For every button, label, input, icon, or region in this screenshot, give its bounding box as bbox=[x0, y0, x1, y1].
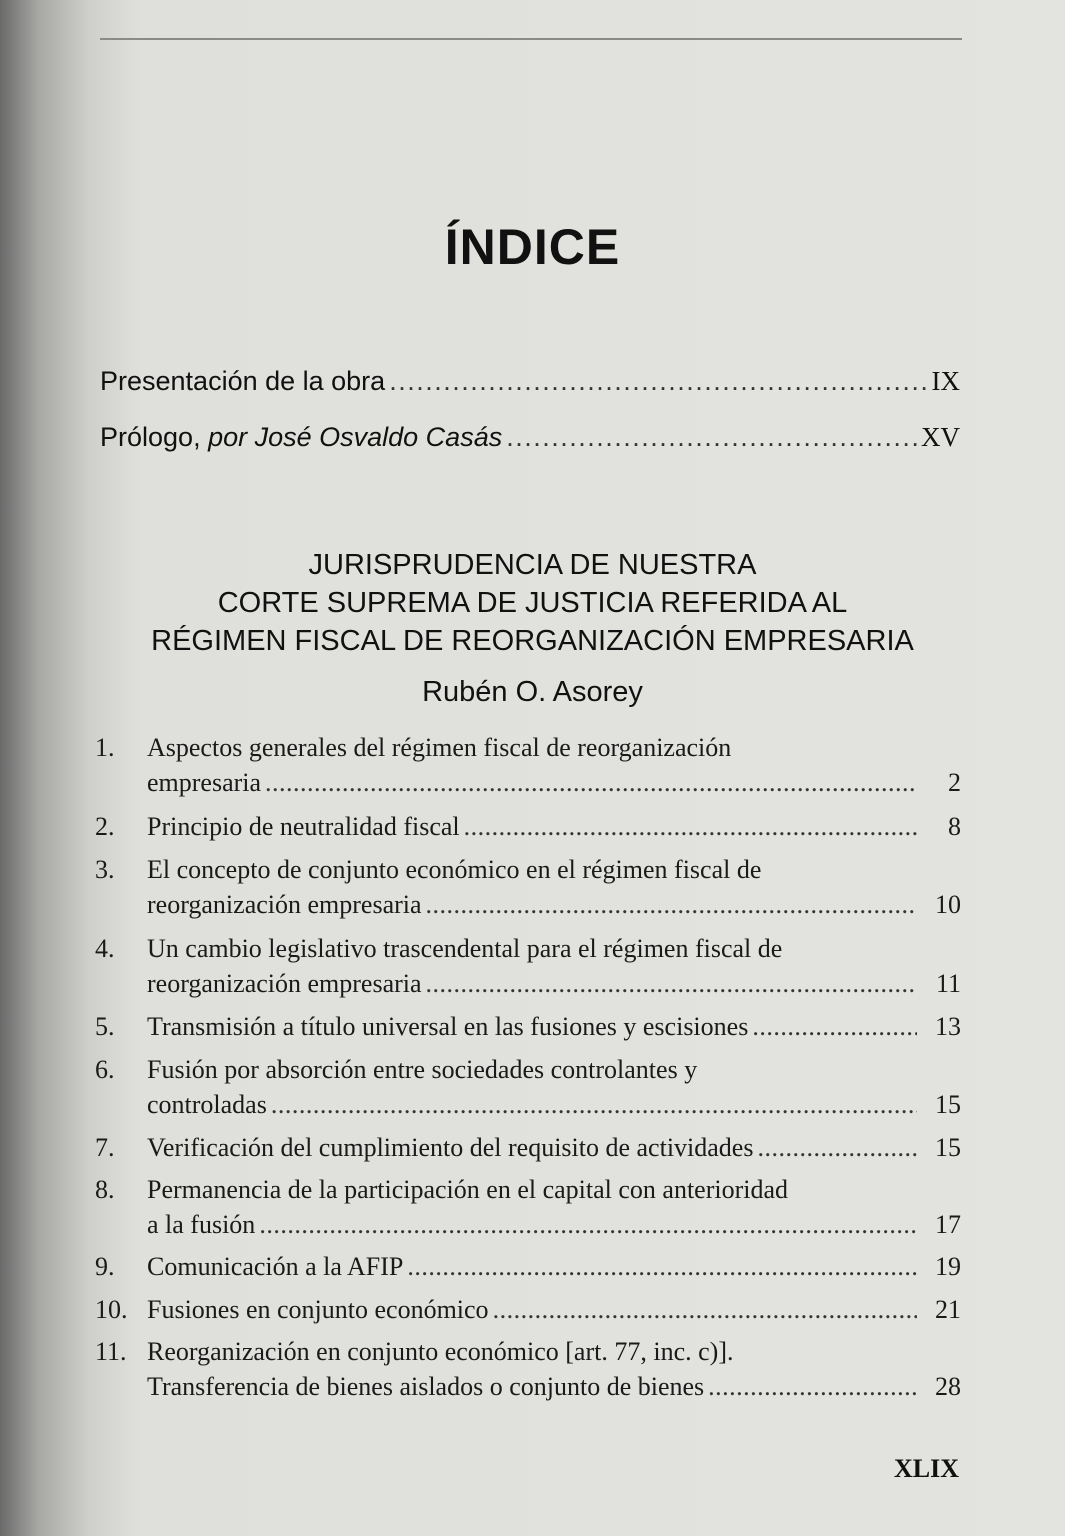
item-body bbox=[147, 1249, 961, 1284]
item-line: controladas bbox=[147, 1090, 267, 1119]
item-number: 1. bbox=[95, 733, 115, 762]
header-rule bbox=[100, 38, 962, 40]
page-number: XV bbox=[921, 422, 960, 452]
page-number: 15 bbox=[935, 1090, 961, 1119]
item-body bbox=[147, 1052, 961, 1122]
leader-dots bbox=[407, 1249, 917, 1284]
item-last-line bbox=[147, 1009, 961, 1044]
item-number: 2. bbox=[95, 812, 115, 841]
item-body bbox=[147, 1172, 961, 1242]
leader-dots bbox=[506, 422, 917, 453]
leader-dots bbox=[708, 1369, 917, 1404]
section-title-line-2: CORTE SUPREMA DE JUSTICIA REFERIDA AL bbox=[217, 587, 848, 619]
item-number: 5. bbox=[95, 1012, 115, 1041]
section-title-line-3: RÉGIMEN FISCAL DE REORGANIZACIÓN EMPRESARIA bbox=[151, 625, 914, 657]
page-number: 10 bbox=[935, 890, 961, 919]
page-number: 21 bbox=[935, 1295, 961, 1324]
item-line: Aspectos generales del régimen fiscal de reorganización bbox=[147, 733, 732, 762]
item-last-line bbox=[147, 887, 961, 922]
item-number: 7. bbox=[95, 1133, 115, 1162]
item-body bbox=[147, 730, 961, 800]
leader-dots bbox=[265, 765, 917, 800]
item-line: a la fusión bbox=[147, 1210, 256, 1239]
leader-dots bbox=[464, 809, 917, 844]
toc-entry-presentacion bbox=[100, 366, 960, 397]
item-line: Comunicación a la AFIP bbox=[147, 1252, 404, 1281]
entry-label bbox=[100, 422, 502, 453]
item-number: 4. bbox=[95, 934, 115, 963]
item-line: Un cambio legislativo trascendental para el régimen fiscal de bbox=[147, 934, 783, 963]
item-line: empresaria bbox=[147, 768, 262, 797]
item-last-line bbox=[147, 1292, 961, 1327]
item-number: 11. bbox=[95, 1337, 127, 1366]
leader-dots bbox=[757, 1130, 917, 1165]
leader-dots bbox=[389, 366, 927, 397]
item-number: 10. bbox=[95, 1295, 128, 1324]
leader-dots bbox=[426, 966, 917, 1001]
item-line: Verificación del cumplimiento del requisito de actividades bbox=[147, 1133, 754, 1162]
item-line: Fusiones en conjunto económico bbox=[147, 1295, 489, 1324]
toc-entry-prologo bbox=[100, 422, 960, 453]
page-number: 8 bbox=[948, 812, 961, 841]
item-last-line bbox=[147, 1369, 961, 1404]
section-title-line-1: JURISPRUDENCIA DE NUESTRA bbox=[308, 549, 757, 581]
leader-dots bbox=[493, 1292, 917, 1327]
item-line: Transmisión a título universal en las fusiones y escisiones bbox=[147, 1012, 749, 1041]
item-line: Transferencia de bienes aislados o conjunto de bienes bbox=[147, 1372, 705, 1401]
item-body bbox=[147, 1334, 961, 1404]
leader-dots bbox=[271, 1087, 917, 1122]
item-last-line bbox=[147, 1087, 961, 1122]
item-last-line bbox=[147, 765, 961, 800]
item-number: 8. bbox=[95, 1175, 115, 1204]
page-number: 15 bbox=[935, 1133, 961, 1162]
page-number: 11 bbox=[935, 969, 961, 998]
item-body bbox=[147, 852, 961, 922]
item-body bbox=[147, 809, 961, 844]
page-title: ÍNDICE bbox=[444, 219, 621, 275]
item-line: Fusión por absorción entre sociedades controlantes y bbox=[147, 1055, 698, 1084]
item-last-line bbox=[147, 1249, 961, 1284]
item-body bbox=[147, 931, 961, 1001]
leader-dots bbox=[752, 1009, 917, 1044]
section-author: Rubén O. Asorey bbox=[422, 676, 643, 708]
page-folio: XLIX bbox=[893, 1454, 959, 1483]
item-last-line bbox=[147, 1207, 961, 1242]
item-number: 9. bbox=[95, 1252, 115, 1281]
item-last-line bbox=[147, 809, 961, 844]
item-line: reorganización empresaria bbox=[147, 890, 422, 919]
entry-label-roman: Prólogo, bbox=[100, 422, 209, 452]
page-number: 13 bbox=[935, 1012, 961, 1041]
item-line: reorganización empresaria bbox=[147, 969, 422, 998]
entry-label-italic: por José Osvaldo Casás bbox=[208, 422, 503, 452]
page-number: 19 bbox=[935, 1252, 961, 1281]
item-body bbox=[147, 1130, 961, 1165]
item-line: Permanencia de la participación en el capital con anterioridad bbox=[147, 1175, 789, 1204]
item-number: 6. bbox=[95, 1055, 115, 1084]
item-body bbox=[147, 1292, 961, 1327]
item-line: Principio de neutralidad fiscal bbox=[147, 812, 460, 841]
leader-dots bbox=[426, 887, 917, 922]
item-number: 3. bbox=[95, 855, 115, 884]
page-number: IX bbox=[931, 366, 960, 396]
page-number: 17 bbox=[935, 1210, 961, 1239]
leader-dots bbox=[259, 1207, 917, 1242]
item-line: El concepto de conjunto económico en el régimen fiscal de bbox=[147, 855, 762, 884]
page-number: 2 bbox=[948, 768, 961, 797]
item-line: Reorganización en conjunto económico [art. 77, inc. c)]. bbox=[147, 1337, 734, 1366]
entry-label: Presentación de la obra bbox=[100, 366, 386, 396]
page-number: 28 bbox=[935, 1372, 961, 1401]
item-body bbox=[147, 1009, 961, 1044]
item-last-line bbox=[147, 1130, 961, 1165]
item-last-line bbox=[147, 966, 961, 1001]
